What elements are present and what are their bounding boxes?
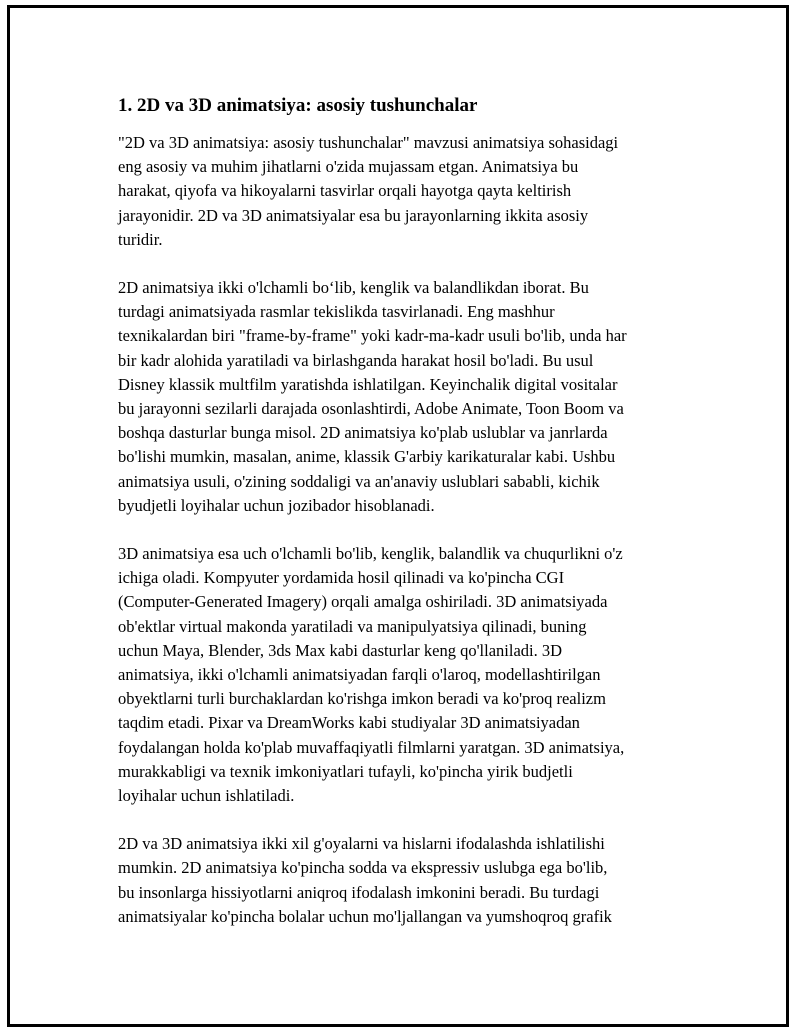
- paragraph-3d-animation: 3D animatsiya esa uch o'lchamli bo'lib, kenglik, balandlik va chuqurlikni o'z ichiga oladi. Kompyuter yordamida hosil qilinadi va ko'pincha CGI (Computer-Generated Imagery) orqali amalga oshiriladi. 3D animatsiyada ob'ektlar virtual makonda yaratiladi va manipulyatsiya qilinadi, buning uchun Maya, Blender, 3ds Max kabi dasturlar keng qo'llaniladi. 3D animatsiya, ikki o'lchamli animatsiyadan farqli o'laroq, modellashtirilgan obyektlarni turli burchaklardan ko'rishga imkon beradi va ko'proq realizm taqdim etadi. Pixar va DreamWorks kabi studiyalar 3D animatsiyadan foydalangan holda ko'plab muvaffaqiyatli filmlarni yaratgan. 3D animatsiya, murakkabligi va texnik imkoniyatlari tufayli, ko'pincha yirik budjetli loyihalar uchun ishlatiladi.: [118, 544, 625, 806]
- section-heading: 1. 2D va 3D animatsiya: asosiy tushunchalar: [118, 95, 478, 116]
- paragraph-intro: "2D va 3D animatsiya: asosiy tushunchalar" mavzusi animatsiya sohasidagi eng asosiy va muhim jihatlarni o'zida mujassam etgan. Animatsiya bu harakat, qiyofa va hikoyalarni tasvirlar orqali hayotga qayta keltirish jarayonidir. 2D va 3D animatsiyalar esa bu jarayonlarning ikkita asosiy turidir.: [118, 133, 619, 249]
- paragraph-comparison: 2D va 3D animatsiya ikki xil g'oyalarni va hislarni ifodalashda ishlatilishi mumkin. 2D animatsiya ko'pincha sodda va ekspressiv uslubga ega bo'lib, bu insonlarga hissiyotlarni aniqroq ifodalash imkonini beradi. Bu turdagi animatsiyalar ko'pincha bolalar uchun mo'ljallangan va yumshoqroq grafik: [118, 834, 612, 926]
- paragraph-2d-animation: 2D animatsiya ikki o'lchamli bo‘lib, kenglik va balandlikdan iborat. Bu turdagi animatsiyada rasmlar tekislikda tasvirlanadi. Eng mashhur texnikalardan biri "frame-by-frame" yoki kadr-ma-kadr usuli bo'lib, unda har bir kadr alohida yaratiladi va birlashganda harakat hosil bo'ladi. Bu usul Disney klassik multfilm yaratishda ishlatilgan. Keyinchalik digital vositalar bu jarayonni sezilarli darajada osonlashtirdi, Adobe Animate, Toon Boom va boshqa dasturlar bunga misol. 2D animatsiya ko'plab uslublar va janrlarda bo'lishi mumkin, masalan, anime, klassik G'arbiy karikaturalar kabi. Ushbu animatsiya usuli, o'zining soddaligi va an'anaviy uslublari sababli, kichik byudjetli loyihalar uchun jozibador hisoblanadi.: [118, 278, 627, 515]
- document-body: [118, 93, 698, 953]
